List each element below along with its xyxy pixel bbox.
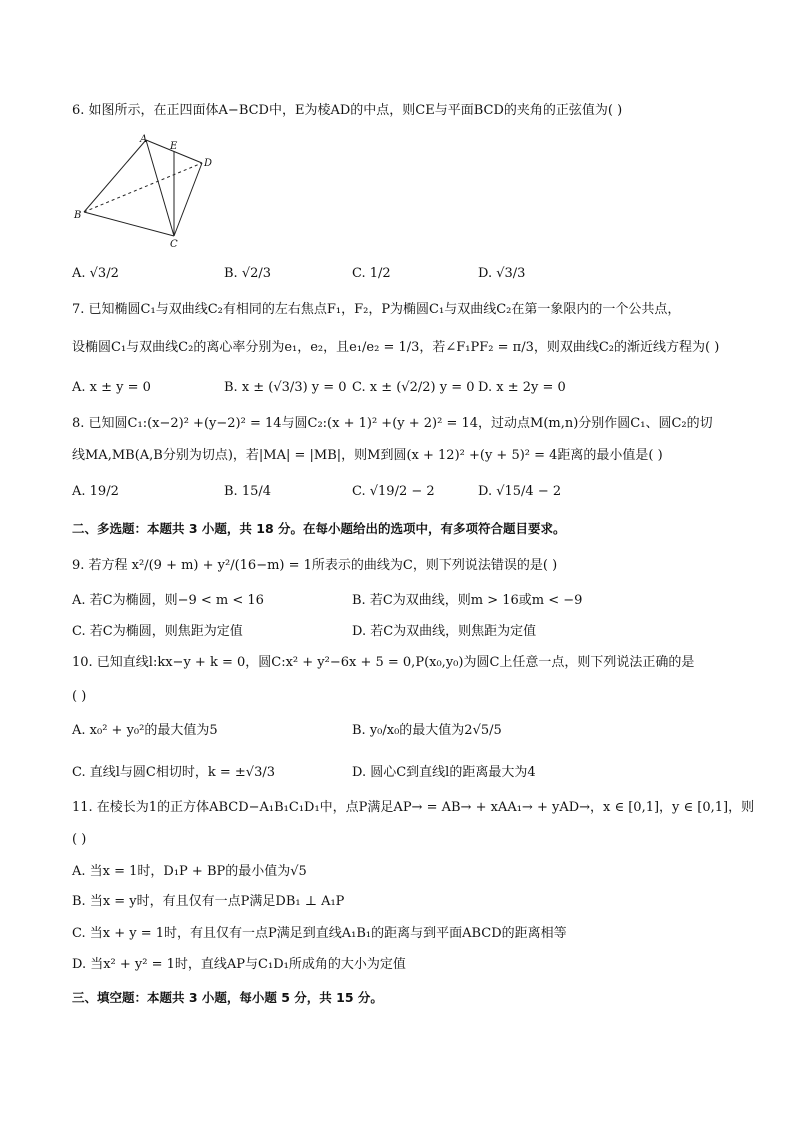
tetrahedron-figure [72,134,222,249]
q8-option-d[interactable]: D. √15/4 − 2 [478,484,562,499]
q11-stem-line2: ( ) [72,832,87,847]
q8-stem-line2: 线MA,MB(A,B分别为切点)，若|MA| = |MB|，则M到圆(x + 12)² +(y + 5)² = 4距离的最小值是( ) [72,448,663,463]
label-E: E [170,141,178,152]
q10-stem-line1: 10. 已知直线l:kx−y + k = 0，圆C:x² + y²−6x + 5 = 0,P(x₀,y₀)为圆C上任意一点，则下列说法正确的是 [72,655,695,670]
edge-AC [146,140,174,236]
section-2-heading: 二、多选题：本题共 3 小题，共 18 分。在每小题给出的选项中，有多项符合题目要求。 [72,521,566,536]
q10-option-c[interactable]: C. 直线l与圆C相切时，k = ±√3/3 [72,765,275,780]
q10-option-a[interactable]: A. x₀² + y₀²的最大值为5 [72,723,218,738]
q9-option-a[interactable]: A. 若C为椭圆，则−9 < m < 16 [72,593,264,608]
q6-option-b[interactable]: B. √2/3 [224,266,272,281]
q6-stem: 6. 如图所示，在正四面体A−BCD中，E为棱AD的中点，则CE与平面BCD的夹角的正弦值为( ) [72,103,623,118]
edge-BD-hidden [84,163,202,212]
q6-option-c[interactable]: C. 1/2 [352,266,391,281]
q7-option-b[interactable]: B. x ± (√3/3) y = 0 [224,380,347,395]
q6-option-a[interactable]: A. √3/2 [72,266,119,281]
q11-option-d-row [72,954,722,976]
q8-option-b[interactable]: B. 15/4 [224,484,272,499]
edge-CD [174,163,202,236]
q11-option-a-row [72,861,722,883]
q7-option-a[interactable]: A. x ± y = 0 [72,380,151,395]
q7-stem-line1: 7. 已知椭圆C₁与双曲线C₂有相同的左右焦点F₁，F₂，P为椭圆C₁与双曲线C₂在第一象限内的一个公共点， [72,302,681,317]
q10-option-d[interactable]: D. 圆心C到直线l的距离最大为4 [352,765,536,780]
q9-option-b[interactable]: B. 若C为双曲线，则m > 16或m < −9 [352,593,583,608]
q8-option-a[interactable]: A. 19/2 [72,484,119,499]
q10-option-b[interactable]: B. y₀/x₀的最大值为2√5/5 [352,723,502,738]
q8-options [72,481,722,503]
q7-stem-line2: 设椭圆C₁与双曲线C₂的离心率分别为e₁，e₂，且e₁/e₂ = 1/3，若∠F₁PF₂ = π/3，则双曲线C₂的渐近线方程为( ) [72,340,720,355]
q9-option-c[interactable]: C. 若C为椭圆，则焦距为定值 [72,624,243,639]
edge-BC [84,212,174,236]
label-B: B [74,210,82,221]
q10-options-row1 [72,720,722,742]
edge-AB [84,140,146,212]
q11-option-a[interactable]: A. 当x = 1时，D₁P + BP的最小值为√5 [72,864,307,879]
q8-stem-line1: 8. 已知圆C₁:(x−2)² +(y−2)² = 14与圆C₂:(x + 1)² +(y + 2)² = 14，过动点M(m,n)分别作圆C₁、圆C₂的切 [72,416,713,431]
q9-options-row1 [72,590,722,612]
q9-stem: 9. 若方程 x²/(9 + m) + y²/(16−m) = 1所表示的曲线为C，则下列说法错误的是( ) [72,558,558,573]
q7-options [72,377,722,399]
q7-option-d[interactable]: D. x ± 2y = 0 [478,380,566,395]
q11-option-c[interactable]: C. 当x + y = 1时，有且仅有一点P满足到直线A₁B₁的距离与到平面ABCD的距离相等 [72,926,567,941]
q11-option-b[interactable]: B. 当x = y时，有且仅有一点P满足DB₁ ⊥ A₁P [72,894,345,909]
q9-option-d[interactable]: D. 若C为双曲线，则焦距为定值 [352,624,537,639]
label-C: C [170,239,178,249]
section-3-heading: 三、填空题：本题共 3 小题，每小题 5 分，共 15 分。 [72,990,383,1005]
q11-option-b-row [72,891,722,913]
q11-option-c-row [72,923,722,945]
q11-option-d[interactable]: D. 当x² + y² = 1时，直线AP与C₁D₁所成角的大小为定值 [72,957,406,972]
q6-options [72,263,722,285]
q6-option-d[interactable]: D. √3/3 [478,266,526,281]
q10-options-row2 [72,762,722,784]
q10-stem-line2: ( ) [72,689,87,704]
label-A: A [140,134,148,145]
q9-options-row2 [72,621,722,643]
q8-option-c[interactable]: C. √19/2 − 2 [352,484,435,499]
q11-stem-line1: 11. 在棱长为1的正方体ABCD−A₁B₁C₁D₁中，点P满足AP→ = AB→ + xAA₁→ + yAD→，x ∈ [0,1]，y ∈ [0,1]，则 [72,800,755,815]
q7-option-c[interactable]: C. x ± (√2/2) y = 0 [352,380,475,395]
label-D: D [204,158,213,169]
